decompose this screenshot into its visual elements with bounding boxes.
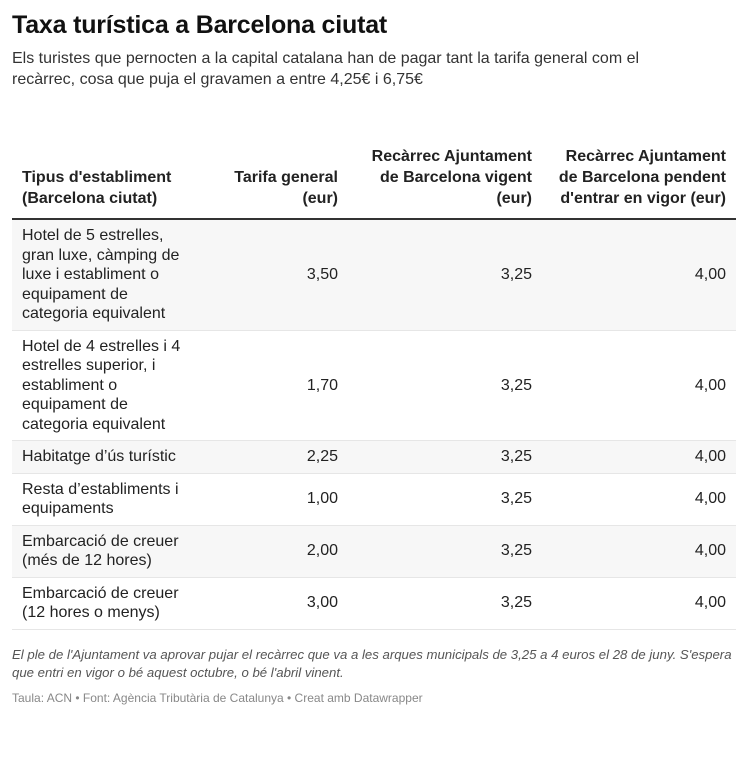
cell-establishment-type: Embarcació de creuer (12 hores o menys) xyxy=(12,577,204,629)
column-header-type[interactable]: Tipus d'establiment (Barcelona ciutat) xyxy=(12,146,204,219)
cell-general-rate: 3,00 xyxy=(204,577,348,629)
cell-pending-surcharge: 4,00 xyxy=(542,577,736,629)
column-header-current-surcharge[interactable]: Recàrrec Ajuntament de Barcelona vigent (eur) xyxy=(348,146,542,219)
header-row xyxy=(12,146,736,219)
cell-general-rate: 1,70 xyxy=(204,330,348,441)
cell-general-rate: 2,25 xyxy=(204,441,348,474)
cell-establishment-type: Hotel de 5 estrelles, gran luxe, càmping de luxe i establiment o equipament de categoria equivalent xyxy=(12,219,204,330)
chart-title: Taxa turística a Barcelona ciutat xyxy=(12,11,388,39)
cell-current-surcharge: 3,25 xyxy=(348,441,542,474)
column-header-general-rate[interactable]: Tarifa general (eur) xyxy=(204,146,348,219)
table-row xyxy=(12,577,736,629)
cell-current-surcharge: 3,25 xyxy=(348,219,542,330)
chart-footer: Taula: ACN • Font: Agència Tributària de Catalunya • Creat amb Datawrapper xyxy=(12,690,423,705)
table-row xyxy=(12,330,736,441)
cell-current-surcharge: 3,25 xyxy=(348,330,542,441)
cell-current-surcharge: 3,25 xyxy=(348,473,542,525)
cell-general-rate: 2,00 xyxy=(204,525,348,577)
chart-note: El ple de l'Ajuntament va aprovar pujar el recàrrec que va a les arques municipals de 3,25 a 4 euros el 28 de juny. S'espera que entri en vigor o bé aquest octubre, o bé l'abril vinent. xyxy=(12,646,732,680)
cell-pending-surcharge: 4,00 xyxy=(542,473,736,525)
cell-pending-surcharge: 4,00 xyxy=(542,219,736,330)
data-table xyxy=(12,146,736,630)
cell-establishment-type: Hotel de 4 estrelles i 4 estrelles superior, i establiment o equipament de categoria equivalent xyxy=(12,330,204,441)
cell-establishment-type: Embarcació de creuer (més de 12 hores) xyxy=(12,525,204,577)
table-body xyxy=(12,219,736,629)
cell-general-rate: 1,00 xyxy=(204,473,348,525)
table-row xyxy=(12,219,736,330)
cell-pending-surcharge: 4,00 xyxy=(542,441,736,474)
chart-subtitle: Els turistes que pernocten a la capital catalana han de pagar tant la tarifa general com el recàrrec, cosa que puja el gravamen a entre 4,25€ i 6,75€ xyxy=(12,50,640,88)
cell-current-surcharge: 3,25 xyxy=(348,577,542,629)
cell-pending-surcharge: 4,00 xyxy=(542,525,736,577)
table-row xyxy=(12,473,736,525)
cell-establishment-type: Resta d’establiments i equipaments xyxy=(12,473,204,525)
column-header-pending-surcharge[interactable]: Recàrrec Ajuntament de Barcelona pendent d'entrar en vigor (eur) xyxy=(542,146,736,219)
table-row xyxy=(12,441,736,474)
cell-establishment-type: Habitatge d’ús turístic xyxy=(12,441,204,474)
cell-pending-surcharge: 4,00 xyxy=(542,330,736,441)
cell-general-rate: 3,50 xyxy=(204,219,348,330)
cell-current-surcharge: 3,25 xyxy=(348,525,542,577)
table-row xyxy=(12,525,736,577)
